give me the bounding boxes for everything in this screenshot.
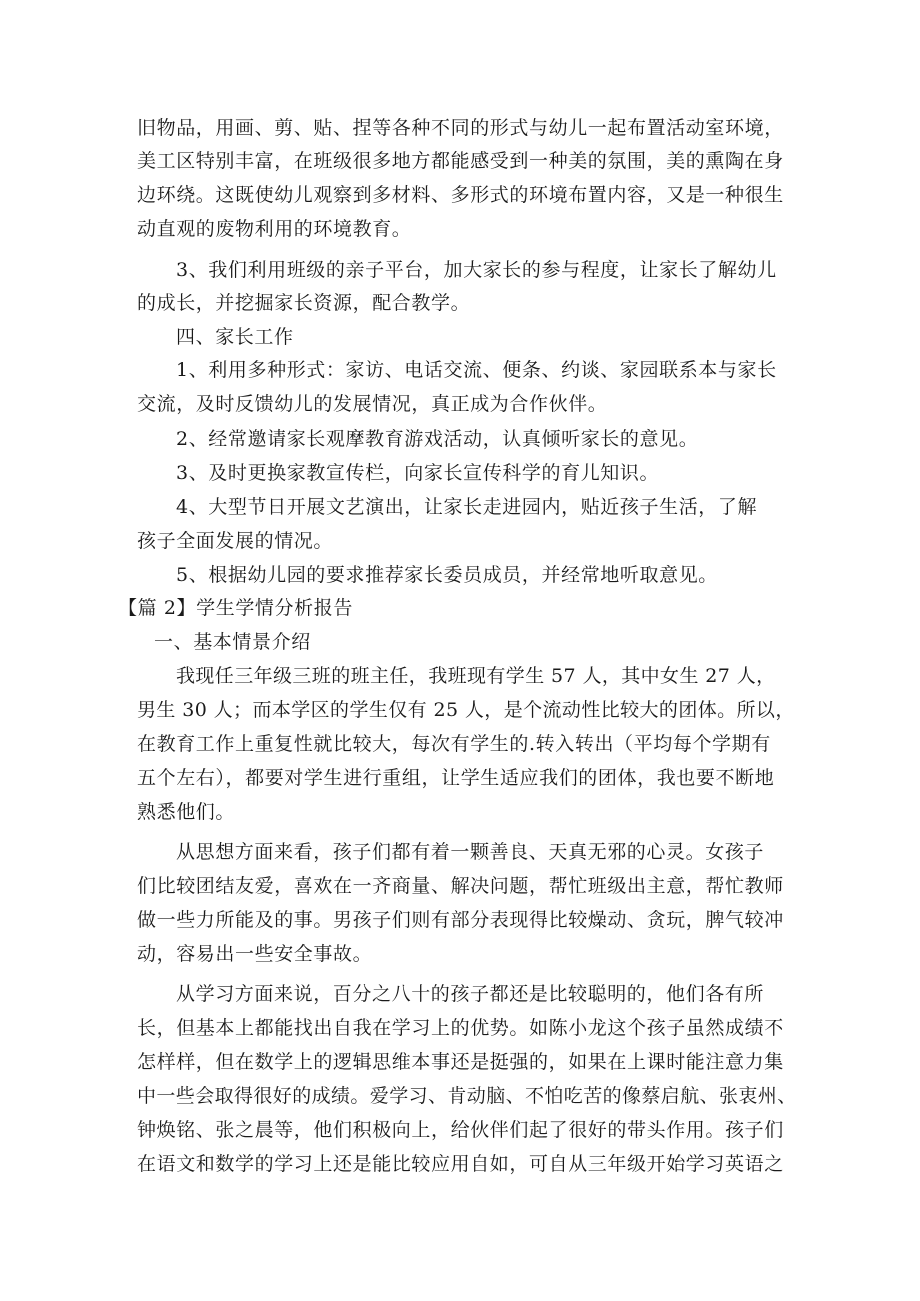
paragraph-line: 做一些力所能及的事。男孩子们则有部分表现得比较燥动、贪玩，脾气较冲 [137,909,784,931]
paragraph-line: 动直观的废物利用的环境教育。 [137,218,412,240]
paragraph-line: 在教育工作上重复性就比较大，每次有学生的.转入转出（平均每个学期有 [137,733,771,755]
paragraph-line: 5、根据幼儿园的要求推荐家长委员成员，并经常地听取意见。 [176,564,718,586]
paragraph-line: 怎样样，但在数学上的逻辑思维本事还是挺强的，如果在上课时能注意力集 [137,1051,784,1073]
paragraph-line: 的成长，并挖掘家长资源，配合教学。 [137,292,471,314]
paragraph-line: 男生 30 人；而本学区的学生仅有 25 人，是个流动性比较大的团体。所以， [137,699,795,721]
paragraph-line: 从学习方面来说，百分之八十的孩子都还是比较聪明的，他们各有所 [176,983,765,1005]
section-heading: 四、家长工作 [176,326,294,348]
paragraph-line: 长，但基本上都能找出自我在学习上的优势。如陈小龙这个孩子虽然成绩不 [137,1017,784,1039]
paragraph-line: 交流，及时反馈幼儿的发展情况，真正成为合作伙伴。 [137,393,608,415]
article-title: 【篇 2】学生学情分析报告 [118,597,353,619]
paragraph-line: 美工区特别丰富，在班级很多地方都能感受到一种美的氛围，美的熏陶在身 [137,150,784,172]
paragraph-line: 们比较团结友爱，喜欢在一齐商量、解决问题，帮忙班级出主意，帮忙教师 [137,875,784,897]
paragraph-line: 3、我们利用班级的亲子平台，加大家长的参与程度，让家长了解幼儿 [176,259,777,281]
paragraph-line: 钟焕铭、张之晨等，他们积极向上，给伙伴们起了很好的带头作用。孩子们 [137,1119,784,1141]
paragraph-line: 2、经常邀请家长观摩教育游戏活动，认真倾听家长的意见。 [176,428,699,450]
section-heading: 一、基本情景介绍 [154,631,311,653]
paragraph-line: 我现任三年级三班的班主任，我班现有学生 57 人，其中女生 27 人， [176,665,776,687]
paragraph-line: 从思想方面来看，孩子们都有着一颗善良、天真无邪的心灵。女孩子 [176,841,765,863]
paragraph-line: 3、及时更换家教宣传栏，向家长宣传科学的育儿知识。 [176,462,660,484]
paragraph-line: 在语文和数学的学习上还是能比较应用自如，可自从三年级开始学习英语之 [137,1153,784,1175]
paragraph-line: 边环绕。这既使幼儿观察到多材料、多形式的环境布置内容，又是一种很生 [137,184,784,206]
paragraph-line: 动，容易出一些安全事故。 [137,943,373,965]
paragraph-line: 五个左右），都要对学生进行重组，让学生适应我们的团体，我也要不断地 [137,767,775,789]
paragraph-line: 旧物品，用画、剪、贴、捏等各种不同的形式与幼儿一起布置活动室环境， [137,117,784,139]
paragraph-line: 4、大型节日开展文艺演出，让家长走进园内，贴近孩子生活，了解 [176,496,758,518]
paragraph-line: 熟悉他们。 [137,801,236,823]
paragraph-line: 中一些会取得很好的成绩。爱学习、肯动脑、不怕吃苦的像蔡启航、张衷州、 [137,1085,797,1107]
paragraph-line: 1、利用多种形式：家访、电话交流、便条、约谈、家园联系本与家长 [176,359,777,381]
paragraph-line: 孩子全面发展的情况。 [137,530,334,552]
